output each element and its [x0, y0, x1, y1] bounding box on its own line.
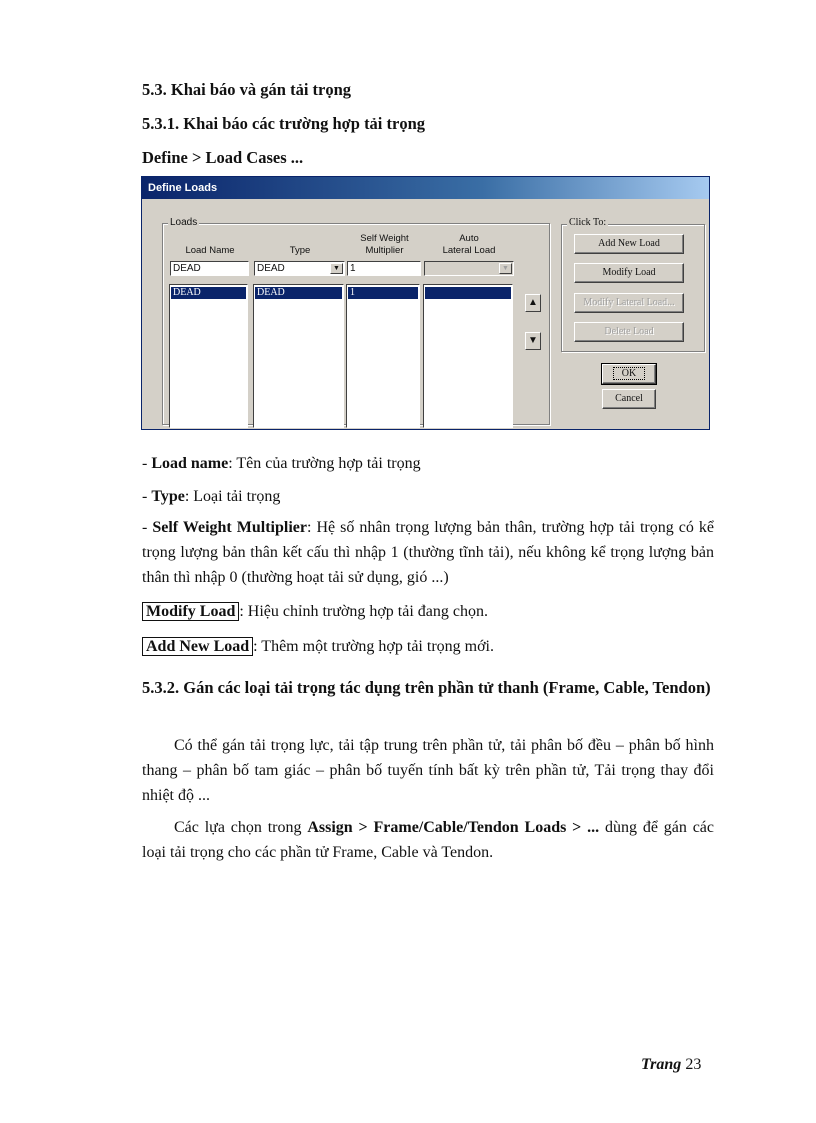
load-name-input[interactable]: DEAD: [170, 261, 249, 276]
col-self-weight-header-1: Self Weight: [360, 233, 409, 244]
move-up-button[interactable]: [525, 294, 541, 312]
list-type[interactable]: [253, 284, 344, 428]
ok-button[interactable]: [602, 364, 656, 384]
section-heading: 5.3. Khai báo và gán tải trọng: [142, 80, 352, 99]
desc: : Tên của trường hợp tải trọng: [228, 455, 421, 472]
list-item[interactable]: DEAD: [255, 287, 342, 299]
subsection-heading-2: 5.3.2. Gán các loại tải trọng tác dụng trên phần tử thanh (Frame, Cable, Tendon): [142, 678, 711, 697]
multiplier-input[interactable]: 1: [347, 261, 421, 276]
col-auto-header-2: Lateral Load: [442, 245, 496, 256]
item-type: - Type: Loại tải trọng: [142, 488, 281, 505]
modify-load-note: [142, 599, 714, 624]
cancel-button[interactable]: Cancel: [602, 389, 656, 409]
item-self-weight: - Self Weight Multiplier: Hệ số nhân trọng lượng bản thân, trường hợp tải trọng có kể trọng lượng bản thân kết cấu thì nhập 1 (thường tĩnh tải), nếu không kể trọng lượng bản thân thì nhập 0 (thường hoạt tải sử dụng, gió ...): [142, 519, 715, 586]
type-select[interactable]: [254, 261, 345, 276]
add-new-load-box: Add New Load: [142, 637, 253, 656]
term: Self Weight Multiplier: [152, 519, 307, 536]
footer-label: Trang: [641, 1056, 682, 1073]
click-to-label: Click To:: [569, 217, 607, 228]
page-footer: [641, 1056, 701, 1074]
list-load-name[interactable]: [169, 284, 248, 428]
list-item[interactable]: [425, 287, 511, 299]
paragraph-1: Có thể gán tải trọng lực, tải tập trung trên phần tử, tải phân bố đều – phân bố hình thang – phân bố tam giác – phân bố tuyến tính bất kỳ trên phần tử, Tải trọng thay đổi nhiệt độ ...: [142, 737, 714, 804]
list-auto-lateral[interactable]: [423, 284, 513, 428]
modify-load-box: Modify Load: [142, 602, 239, 621]
dialog-title: Define Loads: [148, 182, 218, 194]
list-item[interactable]: 1: [348, 287, 418, 299]
dialog-titlebar: [142, 177, 709, 199]
arrow-down-icon: ▼: [528, 335, 538, 346]
paragraph-2: [142, 815, 714, 865]
loads-group-label: Loads: [170, 217, 198, 228]
list-multiplier[interactable]: [346, 284, 420, 428]
term: Type: [151, 488, 185, 505]
move-down-button[interactable]: [525, 332, 541, 350]
add-new-load-button[interactable]: Add New Load: [574, 234, 684, 254]
desc: : Loại tải trọng: [184, 488, 281, 505]
arrow-up-icon: ▲: [528, 297, 538, 308]
list-item[interactable]: DEAD: [171, 287, 246, 299]
col-load-name-header: Load Name: [185, 245, 235, 256]
ok-label: OK: [613, 367, 645, 380]
auto-lateral-select: [424, 261, 514, 276]
desc: : Hệ số nhân trọng lượng bản thân, trường hợp tải trọng có kể trọng lượng bản thân kết cấu thì nhập 1 (thường tĩnh tải), nếu không kể trọng lượng bản thân thì nhập 0 (thường hoạt tải sử dụng, gió ...): [142, 519, 715, 586]
col-self-weight-header-2: Multiplier: [365, 245, 404, 256]
p2-bold: Assign > Frame/Cable/Tendon Loads > ...: [307, 819, 600, 836]
page-number: 23: [685, 1056, 702, 1073]
subsection-heading: 5.3.1. Khai báo các trường hợp tải trọng: [142, 114, 426, 133]
delete-load-button[interactable]: Delete Load: [574, 322, 684, 342]
chevron-down-icon: ▼: [499, 263, 512, 274]
menu-path: Define > Load Cases ...: [142, 148, 304, 167]
type-select-value: DEAD: [257, 263, 285, 274]
chevron-down-icon[interactable]: ▼: [330, 263, 343, 274]
modify-lateral-load-button[interactable]: Modify Lateral Load...: [574, 293, 684, 313]
col-auto-header-1: Auto: [459, 233, 479, 244]
p2-post: dùng để gán các loại tải trọng cho các phần tử Frame, Cable và Tendon.: [142, 819, 715, 861]
col-type-header: Type: [289, 245, 311, 256]
modify-load-desc: : Hiệu chỉnh trường hợp tải đang chọn.: [239, 603, 488, 620]
p2-pre: Các lựa chọn trong: [174, 819, 308, 836]
item-load-name: - Load name: Tên của trường hợp tải trọng: [142, 455, 421, 472]
add-new-load-note: [142, 634, 714, 659]
term: Load name: [151, 455, 229, 472]
modify-load-button[interactable]: Modify Load: [574, 263, 684, 283]
add-new-load-desc: : Thêm một trường hợp tải trọng mới.: [253, 638, 494, 655]
